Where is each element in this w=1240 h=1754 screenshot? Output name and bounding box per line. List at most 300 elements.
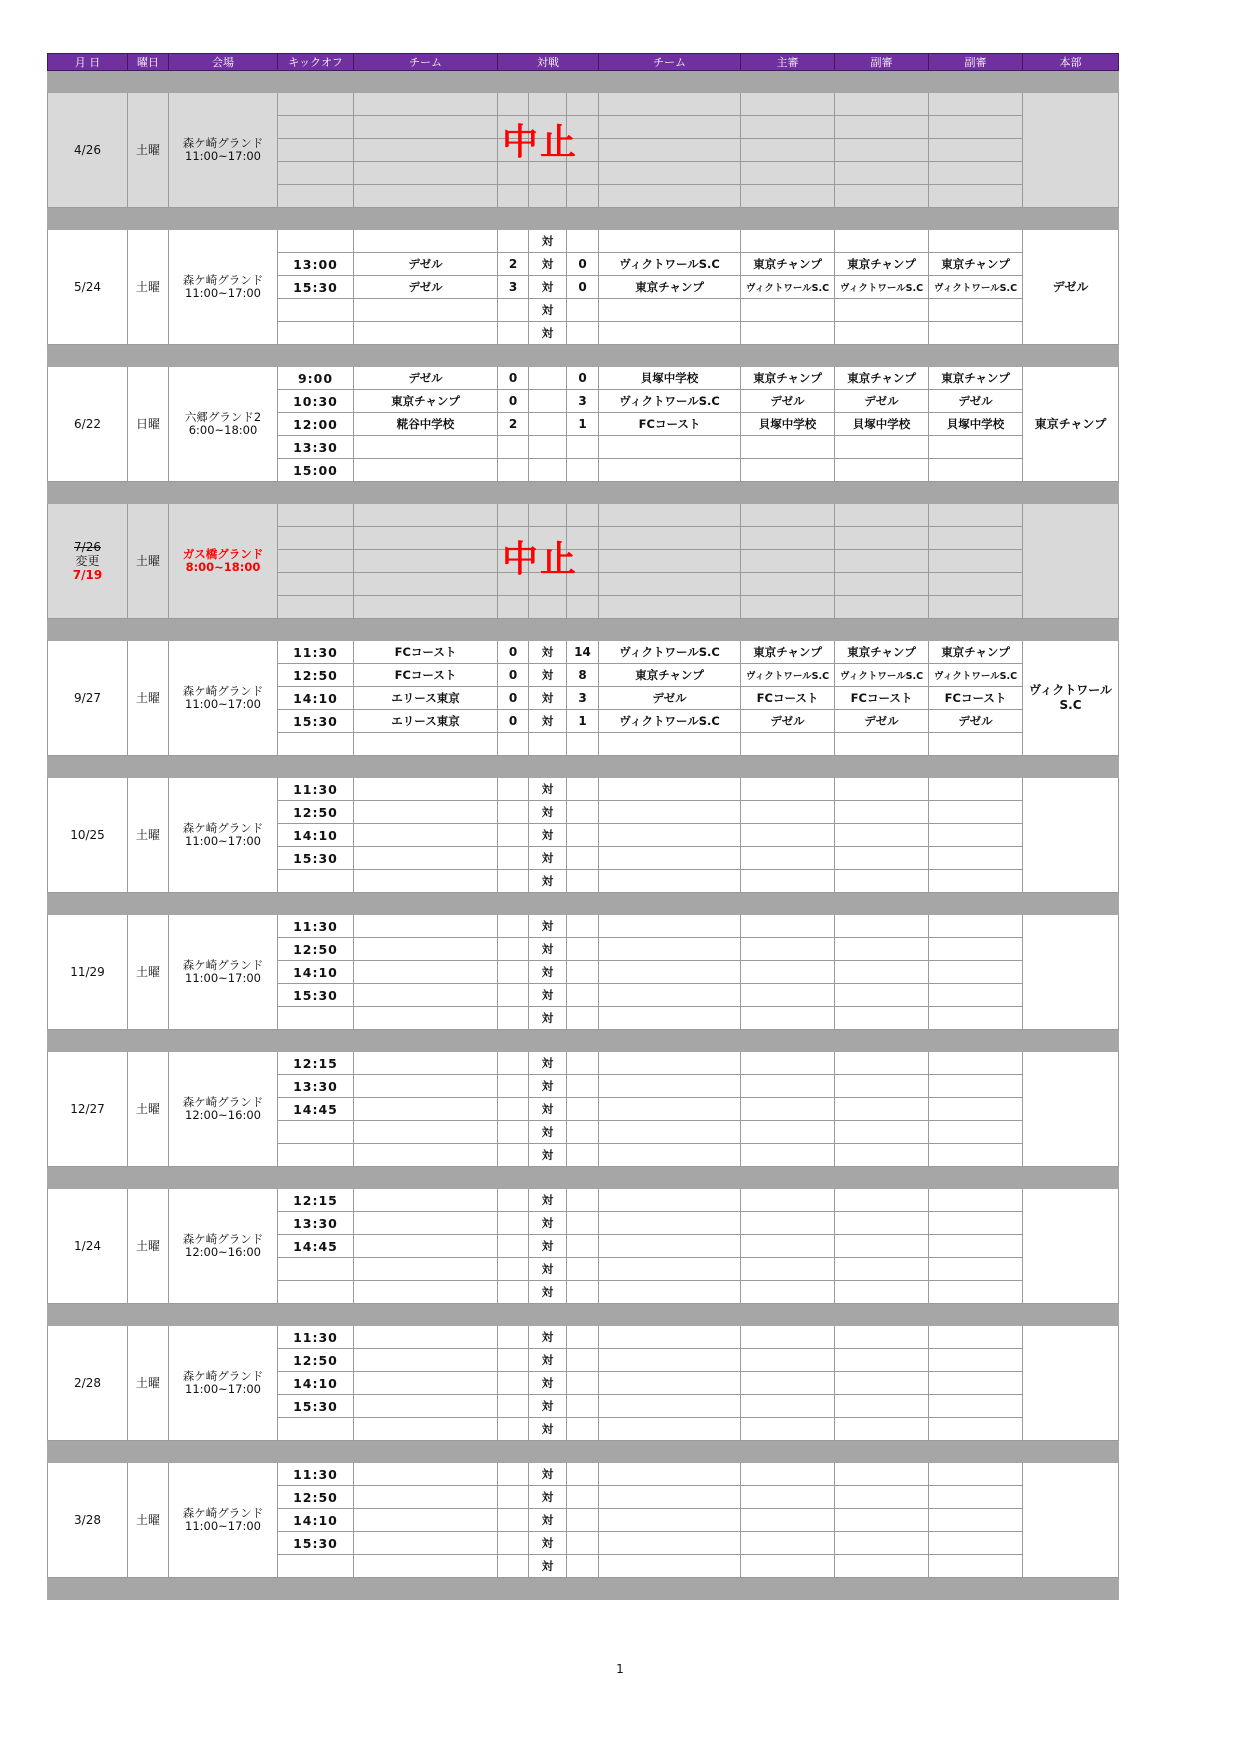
kickoff-cell: 14:10 — [278, 824, 354, 847]
kickoff-cell — [278, 1418, 354, 1441]
kickoff-cell: 15:30 — [278, 1395, 354, 1418]
kickoff-cell: 12:00 — [278, 413, 354, 436]
score1-cell — [498, 1258, 529, 1281]
dow-cell: 土曜 — [128, 1052, 169, 1167]
referee-cell — [835, 984, 929, 1007]
vs-cell: 対 — [529, 1121, 567, 1144]
dow-cell: 土曜 — [128, 1463, 169, 1578]
team1-cell — [354, 1326, 498, 1349]
kickoff-cell: 13:00 — [278, 253, 354, 276]
header-row — [48, 54, 1119, 71]
referee-cell — [741, 1555, 835, 1578]
team2-cell — [599, 1372, 741, 1395]
kickoff-cell: 10:30 — [278, 390, 354, 413]
team1-cell — [354, 1509, 498, 1532]
schedule-row — [48, 641, 1119, 664]
kickoff-cell: 14:10 — [278, 1509, 354, 1532]
kickoff-cell: 11:30 — [278, 778, 354, 801]
referee-cell — [929, 1418, 1023, 1441]
vs-cell: 対 — [529, 230, 567, 253]
venue-name: 森ケ崎グランド — [182, 273, 264, 287]
referee-cell — [929, 504, 1023, 527]
team2-cell — [599, 1189, 741, 1212]
vs-cell — [529, 93, 567, 116]
referee-cell — [835, 1098, 929, 1121]
referee-cell — [741, 1144, 835, 1167]
team2-cell — [599, 1418, 741, 1441]
kickoff-cell — [278, 116, 354, 139]
date-cell: 9/27 — [48, 641, 128, 756]
referee-cell: ヴィクトワールS.C — [929, 664, 1023, 687]
referee-cell — [741, 1326, 835, 1349]
separator-cell — [48, 1578, 1119, 1600]
separator-row — [48, 345, 1119, 367]
team1-cell — [354, 116, 498, 139]
kickoff-cell: 11:30 — [278, 641, 354, 664]
score2-cell — [567, 596, 599, 619]
team1-cell — [354, 1189, 498, 1212]
venue-name: 森ケ崎グランド — [182, 136, 264, 150]
score2-cell — [567, 322, 599, 345]
score1-cell — [498, 1486, 529, 1509]
team1-cell — [354, 1121, 498, 1144]
kickoff-cell — [278, 230, 354, 253]
score2-cell — [567, 1349, 599, 1372]
score2-cell — [567, 1098, 599, 1121]
referee-cell: 東京チャンプ — [835, 641, 929, 664]
venue-hours: 6:00~18:00 — [188, 423, 258, 437]
vs-cell: 対 — [529, 1189, 567, 1212]
referee-cell — [741, 1509, 835, 1532]
score2-cell: 14 — [567, 641, 599, 664]
team2-cell: ヴィクトワールS.C — [599, 253, 741, 276]
team2-cell — [599, 1212, 741, 1235]
dow-cell: 土曜 — [128, 504, 169, 619]
vs-cell: 対 — [529, 1144, 567, 1167]
score2-cell — [567, 984, 599, 1007]
referee-cell: デゼル — [835, 710, 929, 733]
team1-cell — [354, 778, 498, 801]
referee-cell — [835, 961, 929, 984]
venue-cell — [169, 915, 278, 1030]
team1-cell: エリース東京 — [354, 710, 498, 733]
referee-cell — [929, 436, 1023, 459]
referee-cell: 貝塚中学校 — [929, 413, 1023, 436]
vs-cell: 対 — [529, 1532, 567, 1555]
team1-cell — [354, 185, 498, 208]
referee-cell: デゼル — [835, 390, 929, 413]
venue-cell — [169, 778, 278, 893]
referee-cell — [741, 459, 835, 482]
score1-cell — [498, 847, 529, 870]
venue-cell — [169, 230, 278, 345]
referee-cell — [929, 322, 1023, 345]
schedule-body — [48, 71, 1119, 1600]
header-team1: チーム — [354, 54, 498, 71]
cancel-label: 中止 — [502, 539, 579, 580]
referee-cell — [835, 139, 929, 162]
score2-cell — [567, 1212, 599, 1235]
referee-cell — [929, 961, 1023, 984]
referee-cell — [835, 824, 929, 847]
separator-row — [48, 1441, 1119, 1463]
venue-name: 森ケ崎グランド — [182, 1095, 264, 1109]
team1-cell: 東京チャンプ — [354, 390, 498, 413]
referee-cell — [741, 733, 835, 756]
score2-cell — [567, 1258, 599, 1281]
referee-cell — [741, 1098, 835, 1121]
referee-cell — [929, 1144, 1023, 1167]
team2-cell: FCコースト — [599, 413, 741, 436]
score1-cell — [498, 870, 529, 893]
team1-cell: エリース東京 — [354, 687, 498, 710]
referee-cell: ヴィクトワールS.C — [835, 276, 929, 299]
score2-cell — [567, 801, 599, 824]
score2-cell — [567, 93, 599, 116]
score1-cell — [498, 1555, 529, 1578]
team1-cell — [354, 436, 498, 459]
referee-cell — [835, 1532, 929, 1555]
header-date: 月 日 — [48, 54, 128, 71]
venue-hours: 11:00~17:00 — [185, 286, 261, 300]
team2-cell — [599, 436, 741, 459]
team2-cell — [599, 1349, 741, 1372]
referee-cell — [741, 93, 835, 116]
vs-cell: 対 — [529, 664, 567, 687]
venue-cell — [169, 93, 278, 208]
team2-cell — [599, 1075, 741, 1098]
team1-cell — [354, 824, 498, 847]
date-cell: 10/25 — [48, 778, 128, 893]
referee-cell — [929, 1555, 1023, 1578]
team2-cell — [599, 915, 741, 938]
score1-cell — [498, 1075, 529, 1098]
team1-cell — [354, 938, 498, 961]
vs-cell: 対 — [529, 1463, 567, 1486]
team1-cell — [354, 1463, 498, 1486]
schedule-row — [48, 1463, 1119, 1486]
vs-cell: 対 — [529, 961, 567, 984]
vs-cell — [529, 390, 567, 413]
schedule-row — [48, 230, 1119, 253]
venue-hours: 11:00~17:00 — [185, 834, 261, 848]
venue-cell — [169, 367, 278, 482]
score2-cell — [567, 1326, 599, 1349]
referee-cell — [929, 1258, 1023, 1281]
kickoff-cell — [278, 550, 354, 573]
score2-cell — [567, 1555, 599, 1578]
kickoff-cell: 9:00 — [278, 367, 354, 390]
score1-cell — [498, 504, 529, 527]
header-kickoff: キックオフ — [278, 54, 354, 71]
referee-cell — [835, 1395, 929, 1418]
referee-cell — [741, 116, 835, 139]
dow-cell: 日曜 — [128, 367, 169, 482]
vs-cell: 対 — [529, 1555, 567, 1578]
score2-cell — [567, 1486, 599, 1509]
referee-cell — [741, 1075, 835, 1098]
team2-cell — [599, 1235, 741, 1258]
referee-cell — [741, 824, 835, 847]
referee-cell — [835, 1463, 929, 1486]
score2-cell — [567, 1418, 599, 1441]
score2-cell — [567, 504, 599, 527]
referee-cell — [835, 1418, 929, 1441]
team2-cell — [599, 322, 741, 345]
score1-cell — [498, 1007, 529, 1030]
referee-cell: デゼル — [929, 390, 1023, 413]
score2-cell: 3 — [567, 390, 599, 413]
referee-cell: 東京チャンプ — [741, 367, 835, 390]
vs-cell — [529, 504, 567, 527]
referee-cell — [741, 1189, 835, 1212]
referee-cell — [929, 162, 1023, 185]
team1-cell: デゼル — [354, 276, 498, 299]
referee-cell: FCコースト — [929, 687, 1023, 710]
kickoff-cell: 15:30 — [278, 276, 354, 299]
dow-cell: 土曜 — [128, 641, 169, 756]
score1-cell: 0 — [498, 687, 529, 710]
separator-row — [48, 756, 1119, 778]
venue-name: 森ケ崎グランド — [182, 684, 264, 698]
team2-cell — [599, 139, 741, 162]
score1-cell — [498, 1235, 529, 1258]
referee-cell — [929, 1349, 1023, 1372]
referee-cell — [929, 1463, 1023, 1486]
vs-cell: 対 — [529, 1235, 567, 1258]
team1-cell — [354, 984, 498, 1007]
date-cell: 1/24 — [48, 1189, 128, 1304]
referee-cell — [929, 459, 1023, 482]
referee-cell — [741, 961, 835, 984]
referee-cell — [835, 1075, 929, 1098]
team1-cell — [354, 162, 498, 185]
team1-cell — [354, 596, 498, 619]
team2-cell — [599, 847, 741, 870]
team1-cell — [354, 1281, 498, 1304]
vs-cell: 対 — [529, 1509, 567, 1532]
team1-cell — [354, 733, 498, 756]
referee-cell: ヴィクトワールS.C — [741, 276, 835, 299]
team2-cell: 東京チャンプ — [599, 664, 741, 687]
referee-cell — [835, 230, 929, 253]
score2-cell — [567, 778, 599, 801]
referee-cell — [929, 1121, 1023, 1144]
referee-cell — [929, 824, 1023, 847]
vs-cell: 対 — [529, 1281, 567, 1304]
referee-cell — [835, 733, 929, 756]
schedule-row — [48, 1326, 1119, 1349]
score2-cell — [567, 1281, 599, 1304]
separator-row — [48, 1304, 1119, 1326]
venue-name: 森ケ崎グランド — [182, 1369, 264, 1383]
team1-cell — [354, 1258, 498, 1281]
referee-cell — [929, 527, 1023, 550]
referee-cell: 東京チャンプ — [929, 253, 1023, 276]
referee-cell: ヴィクトワールS.C — [929, 276, 1023, 299]
score2-cell — [567, 436, 599, 459]
referee-cell — [835, 185, 929, 208]
referee-cell — [835, 1144, 929, 1167]
date-changed-note: 変更 — [75, 554, 100, 568]
hq-cell — [1023, 915, 1119, 1030]
team2-cell — [599, 801, 741, 824]
schedule-table — [47, 53, 1119, 1600]
date-cell: 6/22 — [48, 367, 128, 482]
referee-cell: デゼル — [929, 710, 1023, 733]
dow-cell: 土曜 — [128, 1189, 169, 1304]
referee-cell — [741, 915, 835, 938]
separator-row — [48, 208, 1119, 230]
separator-row — [48, 1030, 1119, 1052]
referee-cell — [835, 550, 929, 573]
score2-cell — [567, 1052, 599, 1075]
team2-cell — [599, 459, 741, 482]
team1-cell: FCコースト — [354, 664, 498, 687]
page-number: 1 — [616, 1662, 624, 1676]
team2-cell — [599, 1007, 741, 1030]
score1-cell — [498, 1349, 529, 1372]
venue-name: ガス橋グランド — [182, 547, 264, 561]
team2-cell — [599, 1326, 741, 1349]
venue-name: 森ケ崎グランド — [182, 1232, 264, 1246]
referee-cell — [835, 1372, 929, 1395]
kickoff-cell — [278, 93, 354, 116]
schedule-row — [48, 367, 1119, 390]
venue-name: 森ケ崎グランド — [182, 821, 264, 835]
team2-cell — [599, 1395, 741, 1418]
team1-cell — [354, 1212, 498, 1235]
referee-cell — [741, 984, 835, 1007]
date-cell: 3/28 — [48, 1463, 128, 1578]
team1-cell — [354, 915, 498, 938]
score1-cell — [498, 1121, 529, 1144]
team2-cell — [599, 162, 741, 185]
score1-cell — [498, 93, 529, 116]
team2-cell — [599, 1509, 741, 1532]
vs-cell: 対 — [529, 1395, 567, 1418]
score2-cell — [567, 1007, 599, 1030]
team1-cell — [354, 961, 498, 984]
referee-cell — [929, 1075, 1023, 1098]
header-assistant1: 副審 — [835, 54, 929, 71]
schedule-row — [48, 778, 1119, 801]
vs-cell: 対 — [529, 824, 567, 847]
score1-cell — [498, 230, 529, 253]
dow-cell: 土曜 — [128, 915, 169, 1030]
venue-name: 六郷グランド2 — [184, 410, 262, 424]
team2-cell — [599, 527, 741, 550]
score1-cell — [498, 185, 529, 208]
vs-cell: 対 — [529, 687, 567, 710]
old-date: 7/26 — [74, 540, 101, 554]
score1-cell — [498, 1144, 529, 1167]
referee-cell — [929, 870, 1023, 893]
separator-cell — [48, 208, 1119, 230]
score2-cell — [567, 459, 599, 482]
vs-cell: 対 — [529, 322, 567, 345]
separator-row — [48, 619, 1119, 641]
dow-cell: 土曜 — [128, 1326, 169, 1441]
referee-cell: 東京チャンプ — [929, 641, 1023, 664]
team2-cell — [599, 116, 741, 139]
kickoff-cell: 13:30 — [278, 436, 354, 459]
referee-cell — [929, 299, 1023, 322]
referee-cell — [741, 1258, 835, 1281]
score2-cell — [567, 733, 599, 756]
score1-cell — [498, 459, 529, 482]
score1-cell — [498, 961, 529, 984]
referee-cell — [929, 230, 1023, 253]
referee-cell — [835, 801, 929, 824]
referee-cell — [929, 1326, 1023, 1349]
referee-cell — [929, 1395, 1023, 1418]
header-assistant2: 副審 — [929, 54, 1023, 71]
referee-cell — [741, 778, 835, 801]
referee-cell — [741, 436, 835, 459]
score1-cell: 3 — [498, 276, 529, 299]
referee-cell — [929, 139, 1023, 162]
score1-cell — [498, 596, 529, 619]
referee-cell — [835, 778, 929, 801]
date-cell: 4/26 — [48, 93, 128, 208]
referee-cell — [835, 93, 929, 116]
referee-cell — [741, 1532, 835, 1555]
vs-cell — [529, 367, 567, 390]
referee-cell — [741, 527, 835, 550]
score1-cell — [498, 1326, 529, 1349]
team1-cell — [354, 1007, 498, 1030]
hq-cell: デゼル — [1023, 230, 1119, 345]
vs-cell: 対 — [529, 870, 567, 893]
schedule-sheet — [47, 53, 1118, 1600]
referee-cell — [835, 1258, 929, 1281]
referee-cell — [929, 801, 1023, 824]
vs-cell: 対 — [529, 1486, 567, 1509]
referee-cell — [741, 299, 835, 322]
separator-cell — [48, 619, 1119, 641]
kickoff-cell — [278, 1121, 354, 1144]
hq-cell — [1023, 504, 1119, 619]
referee-cell — [741, 1212, 835, 1235]
kickoff-cell: 14:10 — [278, 961, 354, 984]
referee-cell — [929, 1532, 1023, 1555]
hq-cell — [1023, 93, 1119, 208]
vs-cell: 対 — [529, 710, 567, 733]
separator-cell — [48, 71, 1119, 93]
score1-cell: 0 — [498, 641, 529, 664]
score2-cell — [567, 1189, 599, 1212]
vs-cell: 対 — [529, 778, 567, 801]
referee-cell — [929, 1509, 1023, 1532]
team1-cell — [354, 322, 498, 345]
team1-cell — [354, 1235, 498, 1258]
referee-cell — [929, 1372, 1023, 1395]
schedule-row — [48, 1052, 1119, 1075]
vs-cell: 対 — [529, 276, 567, 299]
referee-cell — [835, 527, 929, 550]
vs-cell: 対 — [529, 1212, 567, 1235]
kickoff-cell: 12:15 — [278, 1189, 354, 1212]
hq-cell: 東京チャンプ — [1023, 367, 1119, 482]
team1-cell — [354, 870, 498, 893]
venue-cell — [169, 1189, 278, 1304]
team1-cell — [354, 847, 498, 870]
dow-cell: 土曜 — [128, 778, 169, 893]
referee-cell — [741, 1052, 835, 1075]
team1-cell — [354, 299, 498, 322]
venue-hours: 11:00~17:00 — [185, 149, 261, 163]
